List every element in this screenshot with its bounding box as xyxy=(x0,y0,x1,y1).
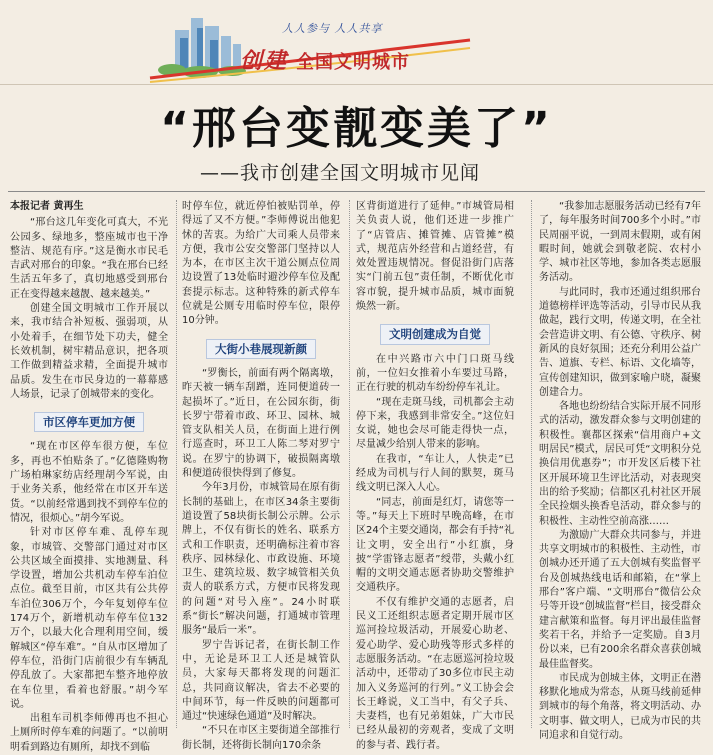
paragraph: 在中兴路市六中门口斑马线前，一位妇女推着小车要过马路，正在行驶的机动车纷纷停车礼让。 xyxy=(356,353,514,394)
paragraph: “现在市区停车很方便，车位多，再也不怕贴条了。”亿德隆购物广场柏琳家纺店经理胡今军说，由于业务关系，他经常在市区开车送货。“以前经常遇到找不到停车位的情况，很烦心。”胡今军说。 xyxy=(10,441,168,524)
masthead-banner xyxy=(0,0,713,85)
paragraph: 各地也纷纷结合实际开展不同形式的活动，激发群众参与文明创建的积极性。襄都区探索“信用商户+文明居民”模式，居民可凭“文明积分兑换信用优惠券”；市开发区后楼下社区开展环境卫生评比活动，对表现突出的给予奖励；信都区孔村社区开展全民捡烟头换香皂活动，群众参与的积极性、主动性空前高涨…… xyxy=(539,401,701,527)
paragraph: 区背街道进行了延伸。”市城管局相关负责人说，他们还进一步推广了“店管店、摊管摊、店管摊”模式，规范店外经营和占道经营，有效处置违规情况。督促沿街门店落实“门前五包”责任制，不断优化市容市貌，提升城市品质，城市面貌焕然一新。 xyxy=(356,201,514,313)
divider xyxy=(8,191,705,192)
section-heading-civility xyxy=(356,324,514,344)
paragraph: “同志，前面是红灯，请您等一等。”每天上下班时早晚高峰，在市区24个主要交通岗，都会有手持“礼让文明，安全出行”小红旗，身披“学雷锋志愿者”绶带，头戴小红帽的文明交通志愿者协助交警维护交通秩序。 xyxy=(356,496,514,594)
paragraph: “现在走斑马线，司机都会主动停下来，我感到非常安全。”这位妇女说，她也会尽可能走得快一点，尽量减少给别人带来的影响。 xyxy=(356,396,514,451)
paragraph: 罗宁告诉记者，在街长制工作中，无论是环卫工人还是城管队员，大家每天都将发现的问题汇总，共同商议解决，省去不必要的中间环节，每一件反映的问题都可通过“快速绿色通道”及时解决。 xyxy=(182,639,340,723)
paragraph: 与此同时，我市还通过组织邢台道德榜样评选等活动，引导市民从我做起，践行文明，传递文明，在全社会营造讲文明、有公德、守秩序、树新风的良好氛围；还充分利用公益广告、道旗、专栏、标语、文化墙等，宣传创建知识，做到家喻户晓，凝聚创建合力。 xyxy=(539,286,701,398)
column-separator xyxy=(176,200,177,728)
paragraph: 为激励广大群众共同参与，并进共享文明城市的积极性、主动性，市创城办还开通了五大创城有奖监督平台及创城热线电话和邮箱，在“掌上邢台”客户端、“文明邢台”微信公众号等开设“创城监督”栏目，接受群众建言献策和监督。每月评出最佳监督奖若干名，并给予一定奖励。自3月份以来，已有200余名群众喜获创城最佳监督奖。 xyxy=(539,529,701,670)
section-heading-streets xyxy=(182,339,340,359)
paragraph: 市民成为创城主体，文明正在潜移默化地成为常态，从斑马线前延伸到城市的每个角落，将文明活动、办文明事、做文明人，已成为市民的共同追求和自觉行动。 xyxy=(539,672,701,741)
paragraph: “不只在市区主要街道全部推行街长制，还将街长制向170余条 xyxy=(182,725,340,751)
brand-script-text: 创建 xyxy=(240,48,289,74)
column-4 xyxy=(539,200,701,743)
paragraph: “邢台这几年变化可真大，不光公园多、绿地多，整座城市也干净整洁、规范有序。”这是衡水市民毛吉武对邢台的印象。“我在邢台已经生活五年多了，真切地感受到邢台正在变得越来越靓、越来越美。” xyxy=(10,217,168,300)
paragraph: 在我市，“车让人，人快走”已经成为司机与行人间的默契，斑马线文明已深入人心。 xyxy=(356,453,514,494)
paragraph: 创建全国文明城市工作开展以来，我市结合补短板、强弱项，从小处着手，在细节处下功夫，健全长效机制，树牢精品意识，把各项工作做到精益求精，全面提升城市品质。发生在市民身边的一幕幕感人场景，记录了创城带来的变化。 xyxy=(10,303,168,400)
brand-rest-text: 全国文明城市 xyxy=(296,52,411,73)
paragraph: 时停车位，就近停怕被贴罚单，停得远了又不方便。”李师傅说出他犯怵的苦衷。为给广大司乘人员带来方便，我市公安交警部门坚持以人为本，在市区主次干道公厕点位周边设置了13处临时避沙停车位及配套提示标志。这种特殊的新式停车位就是公厕专用临时停车位，限停10分钟。 xyxy=(182,201,340,327)
section-heading-text: 文明创建成为自觉 xyxy=(380,324,490,344)
section-heading-text: 大街小巷展现新颜 xyxy=(206,339,316,359)
brand-title xyxy=(240,44,410,75)
paragraph: 针对市区停车难、乱停车现象，市城管、交警部门通过对市区公共区域全面摸排、实地测量、科学设置，增加公共机动车停车泊位点位。截至目前，市区共有公共停车泊位306万个，今年复划停车位174万个，新增机动车停车位132万个，以最大化合理利用空间，缓解城区“停车难”。“自从市区增加了停车位，沿街门店前很少有车辆乱停乱放了。大家都把车整齐地停放在车位里，看着也舒服。”胡今军说。 xyxy=(10,527,168,710)
paragraph: “我参加志愿服务活动已经有7年了，每年服务时间700多个小时。”市民周丽平说，一到周末假期，或有闲暇时间，她就会到敬老院、农村小学、城市社区等地，参加各类志愿服务活动。 xyxy=(539,201,701,284)
section-heading-parking xyxy=(10,412,168,432)
column-separator xyxy=(349,200,350,728)
paragraph: 不仅有维护交通的志愿者，启民义工还组织志愿者定期开展市区巡河捡垃圾活动，开展爱心助老、爱心助学、爱心助残等形式多样的志愿服务活动。“在志愿巡河捡垃圾活动中，还带动了30多位市民主动加入义务巡河的行列。”义工协会会长王峰说，义工当中，有父子兵、夫妻档，也有兄弟姐妹，广大市民已经从最初的旁观者，变成了文明的参与者、践行者。 xyxy=(356,596,514,751)
column-3 xyxy=(356,200,514,753)
article-subtitle: ——我市创建全国文明城市见闻 xyxy=(200,162,481,184)
section-heading-text: 市区停车更加方便 xyxy=(34,412,144,432)
paragraph: 出租车司机李师傅再也不担心上厕所时停车难的问题了。“以前明明看到路边有厕所，却找不到临 xyxy=(10,713,168,753)
paragraph: “罗衡长，前面有两个隔离墩，昨天被一辆车刮蹭，连同便道砖一起损坏了。”近日，在公园东街，街长罗宁带着市政、环卫、园林、城管支队相关人员，在街面上进行例行巡查时，环卫工人陈二琴对罗宁说。在罗宁的协调下，破损隔离墩和便道砖很快得到了修复。 xyxy=(182,367,340,480)
column-1 xyxy=(10,200,168,755)
paragraph: 今年3月份，市城管局在原有街长制的基础上，在市区34条主要街道设置了58块街长制公示牌。公示牌上，不仅有街长的姓名、联系方式和工作职责，还明确标注着市容秩序、园林绿化、市政设施、环境卫生、建筑垃圾、数字城管相关负责人的联系方式，方便市民将发现的问题“对号入座”。24小时联系“街长”解决问题，打通城市管理服务“最后一米”。 xyxy=(182,482,340,637)
column-2 xyxy=(182,200,340,753)
column-separator xyxy=(531,200,532,728)
article-headline: “邢台变靓变美了” xyxy=(160,103,553,154)
slogan-text: 人人参与 人人共享 xyxy=(282,22,383,35)
byline: 本报记者 黄再生 xyxy=(10,201,84,212)
